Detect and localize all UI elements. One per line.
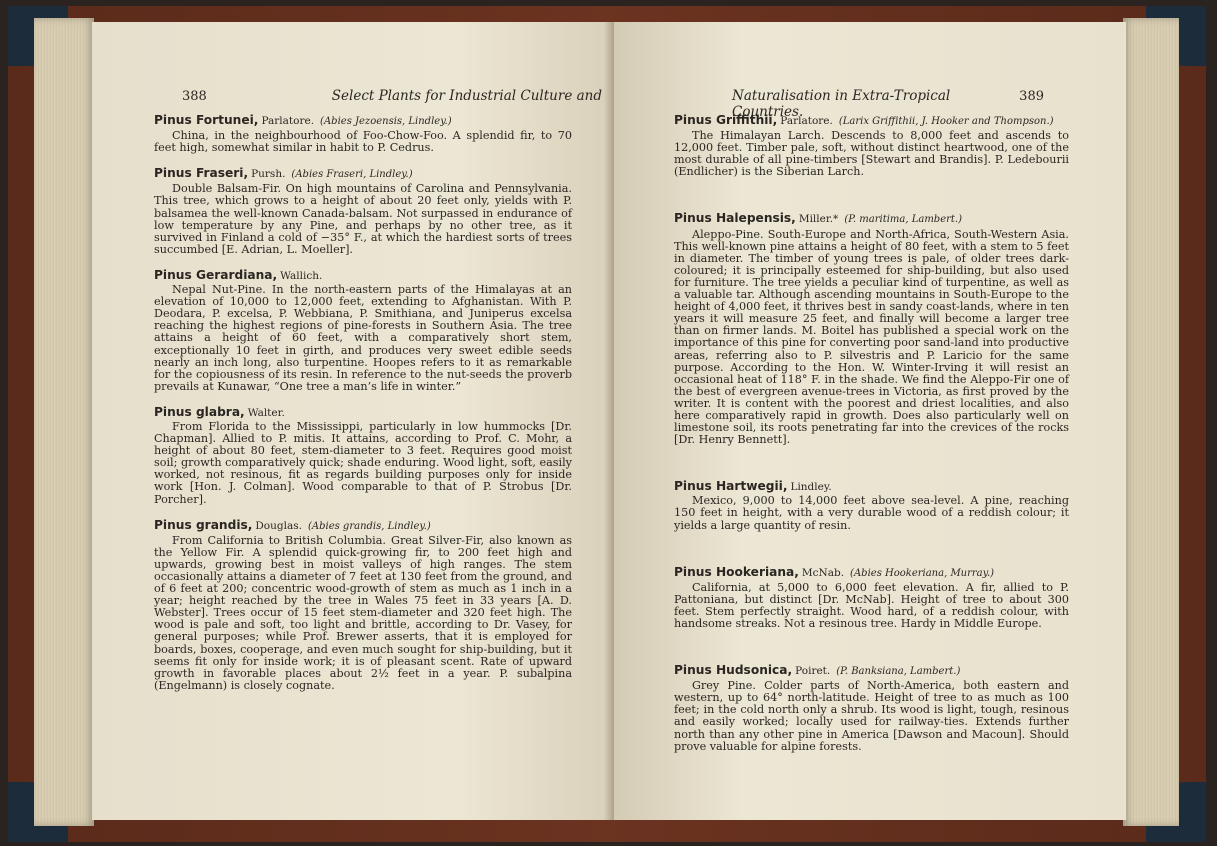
right-text-column bbox=[674, 114, 1069, 766]
entry-heading bbox=[674, 114, 1069, 128]
entry-text: Double Balsam-Fir. On high mountains of Carolina and Pennsylvania. This tree, which grows to a height of about 20 feet only, yields with P. balsamea the well-known Canada-balsam. Not surpassed in endurance of low temperature by any Pine, and perhaps by no other tree, as it survived in Finland a cold of −35° F., at which the hardiest sorts of trees succumbed [E. Adrian, L. Moeller]. bbox=[154, 182, 572, 256]
left-text-column bbox=[154, 114, 572, 705]
entry-text: From Florida to the Mississippi, particularly in low hummocks [Dr. Chapman]. Allied to P. mitis. It attains, according to Prof. C. Mohr, a height of about 80 feet, stem-diameter to 3 feet. Requires good moist soil; growth comparatively quick; shade enduring. Wood light, soft, easily worked, not resinous, fit as regards building purposes only for inside work [Hon. J. Colman]. Wood comparable to that of P. Strobus [Dr. Porcher]. bbox=[154, 419, 572, 506]
entry-heading bbox=[674, 480, 1069, 493]
page-edges-right bbox=[1123, 18, 1179, 826]
species-synonym: (Abies grandis, Lindley.) bbox=[307, 520, 431, 532]
species-entry bbox=[154, 406, 572, 506]
species-synonym: (Larix Griffithii, J. Hooker and Thompson.) bbox=[838, 116, 1054, 127]
entry-heading bbox=[674, 566, 1069, 580]
species-author: Walter. bbox=[247, 406, 285, 419]
page-number: 388 bbox=[182, 89, 207, 104]
species-author: Douglas. bbox=[255, 519, 302, 532]
species-entry bbox=[674, 480, 1069, 531]
species-author: Wallich. bbox=[280, 269, 323, 282]
entry-heading bbox=[154, 406, 572, 419]
species-author: Parlatore. bbox=[261, 115, 315, 127]
species-synonym: (P. Banksiana, Lambert.) bbox=[836, 666, 961, 678]
species-synonym: (P. maritima, Lambert.) bbox=[844, 214, 962, 226]
species-name: Pinus Griffithii, bbox=[674, 113, 778, 127]
species-entry bbox=[154, 269, 572, 393]
entry-heading bbox=[674, 664, 1069, 678]
species-entry bbox=[674, 566, 1069, 630]
entry-text: Aleppo-Pine. South-Europe and North-Africa, South-Western Asia. This well-known pine attains a height of 80 feet, with a stem to 5 feet in diameter. The timber of young trees is pale, of older trees dark-coloured; it is principally esteemed for ship-building, but also used for furniture. The tree yields a peculiar kind of turpentine, as well as a valuable tar. Although ascending mountains in South-Europe to the height of 4,000 feet, it thrives best in sandy coast-lands, where in ten years it will measure 25 feet, and finally will become a larger tree than on firmer lands. M. Boitel has published a special work on the importance of this pine for converting poor sand-land into productive areas, referring also to P. silvestris and P. Laricio for the same purpose. According to the Hon. W. Winter-Irving it will resist an occasional heat of 118° F. in the shade. We find the Aleppo-Fir one of the best of evergreen avenue-trees in Victoria, as first proved by the writer. It is content with the poorest and driest localities, and also here comparatively rapid in growth. Does also particularly well on limestone soil, its roots penetrating far into the crevices of the rocks [Dr. Henry Bennett]. bbox=[674, 227, 1069, 447]
running-head: Naturalisation in Extra-Tropical Countries. bbox=[732, 88, 951, 120]
left-page-header bbox=[182, 88, 602, 104]
species-entry bbox=[674, 114, 1069, 178]
entry-text: Nepal Nut-Pine. In the north-eastern parts of the Himalayas at an elevation of 10,000 to 12,000 feet, extending to Afghanistan. With P. Deodara, P. excelsa, P. Webbiana, P. Smithiana, and Juniperus excelsa reaching the highest regions of pine-forests in Southern Asia. The tree attains a height of 60 feet, with a comparatively short stem, exceptionally 10 feet in girth, and produces very sweet edible seeds nearly an inch long, also turpentine. Hoopes refers to it as remarkable for the copiousness of its resin. In reference to the nut-seeds the proverb prevails at Kunawar, “One tree a man’s life in winter.” bbox=[154, 283, 572, 393]
page-edges-left bbox=[34, 18, 94, 826]
species-author: Pursh. bbox=[251, 168, 286, 181]
entry-text: Grey Pine. Colder parts of North-America, both eastern and western, up to 64° north-latitude. Height of tree to as much as 100 feet; in the cold north only a shrub. Its wood is light, tough, resinous and easily worked; locally used for railway-ties. Extends further north than any other pine in America [Dawson and Macoun]. Should prove valuable for alpine forests. bbox=[674, 679, 1069, 753]
species-entry bbox=[674, 664, 1069, 753]
species-author: Miller.* bbox=[798, 213, 839, 226]
species-entry bbox=[154, 519, 572, 692]
entry-text: From California to British Columbia. Great Silver-Fir, also known as the Yellow Fir. A splendid quick-growing fir, to 200 feet high and upwards, growing best in moist valleys of high ranges. The stem occasionally attains a diameter of 7 feet at 130 feet from the ground, and of 6 feet at 200; concentric wood-growth of stem as much as 1 inch in a year; height reached by the tree in Wales 75 feet in 33 years [A. D. Webster]. Trees occur of 15 feet stem-diameter and 320 feet high. The wood is pale and soft, too light and brittle, according to Dr. Vasey, for general purposes; while Prof. Brewer asserts, that it is employed for boards, boxes, cooperage, and even much sought for ship-building, but it seems fit only for inside work; it is of pleasant scent. Rate of upward growth in favorable places about 2½ feet in a year. P. subalpina (Engelmann) is closely cognate. bbox=[154, 533, 572, 692]
species-name: Pinus glabra, bbox=[154, 404, 245, 419]
species-name: Pinus Hartwegii, bbox=[674, 479, 788, 494]
entry-text: Mexico, 9,000 to 14,000 feet above sea-level. A pine, reaching 150 feet in height, with a very durable wood of a reddish colour; it yields a large quantity of resin. bbox=[674, 494, 1069, 532]
species-name: Pinus Halepensis, bbox=[674, 211, 796, 226]
species-author: Poiret. bbox=[795, 665, 831, 678]
entry-heading bbox=[154, 269, 572, 282]
left-page bbox=[92, 22, 614, 820]
entry-heading bbox=[154, 114, 572, 128]
species-author: Lindley. bbox=[790, 481, 832, 494]
species-name: Pinus Hudsonica, bbox=[674, 663, 793, 678]
entry-text: The Himalayan Larch. Descends to 8,000 feet and ascends to 12,000 feet. Timber pale, soft, without distinct heartwood, one of the most durable of all pine-timbers [Stewart and Brandis]. P. Ledebourii (Endlicher) is the Siberian Larch. bbox=[674, 129, 1069, 179]
species-name: Pinus Fortunei, bbox=[154, 113, 259, 127]
species-name: Pinus grandis, bbox=[154, 517, 253, 532]
species-synonym: (Abies Jezoensis, Lindley.) bbox=[320, 116, 452, 127]
species-name: Pinus Hookeriana, bbox=[674, 564, 799, 579]
species-name: Pinus Fraseri, bbox=[154, 166, 249, 181]
entry-text: California, at 5,000 to 6,000 feet elevation. A fir, allied to P. Pattoniana, but distinct [Dr. McNab]. Height of tree to about 300 feet. Stem perfectly straight. Wood hard, of a reddish colour, with handsome streaks. Not a resinous tree. Hardy in Middle Europe. bbox=[674, 580, 1069, 630]
running-head: Select Plants for Industrial Culture and bbox=[331, 88, 602, 104]
species-author: McNab. bbox=[801, 566, 845, 579]
species-entry bbox=[674, 212, 1069, 446]
species-name: Pinus Gerardiana, bbox=[154, 267, 278, 282]
entry-heading bbox=[154, 167, 572, 181]
entry-heading bbox=[674, 212, 1069, 226]
species-synonym: (Abies Hookeriana, Murray.) bbox=[850, 567, 995, 579]
right-page bbox=[614, 22, 1126, 820]
species-author: Parlatore. bbox=[780, 115, 833, 127]
species-entry bbox=[154, 167, 572, 256]
page-number: 389 bbox=[1019, 89, 1044, 104]
entry-heading bbox=[154, 519, 572, 533]
species-entry bbox=[154, 114, 572, 154]
entry-text: China, in the neighbourhood of Foo-Chow-Foo. A splendid fir, to 70 feet high, somewhat similar in habit to P. Cedrus. bbox=[154, 129, 572, 155]
species-synonym: (Abies Fraseri, Lindley.) bbox=[291, 169, 413, 181]
